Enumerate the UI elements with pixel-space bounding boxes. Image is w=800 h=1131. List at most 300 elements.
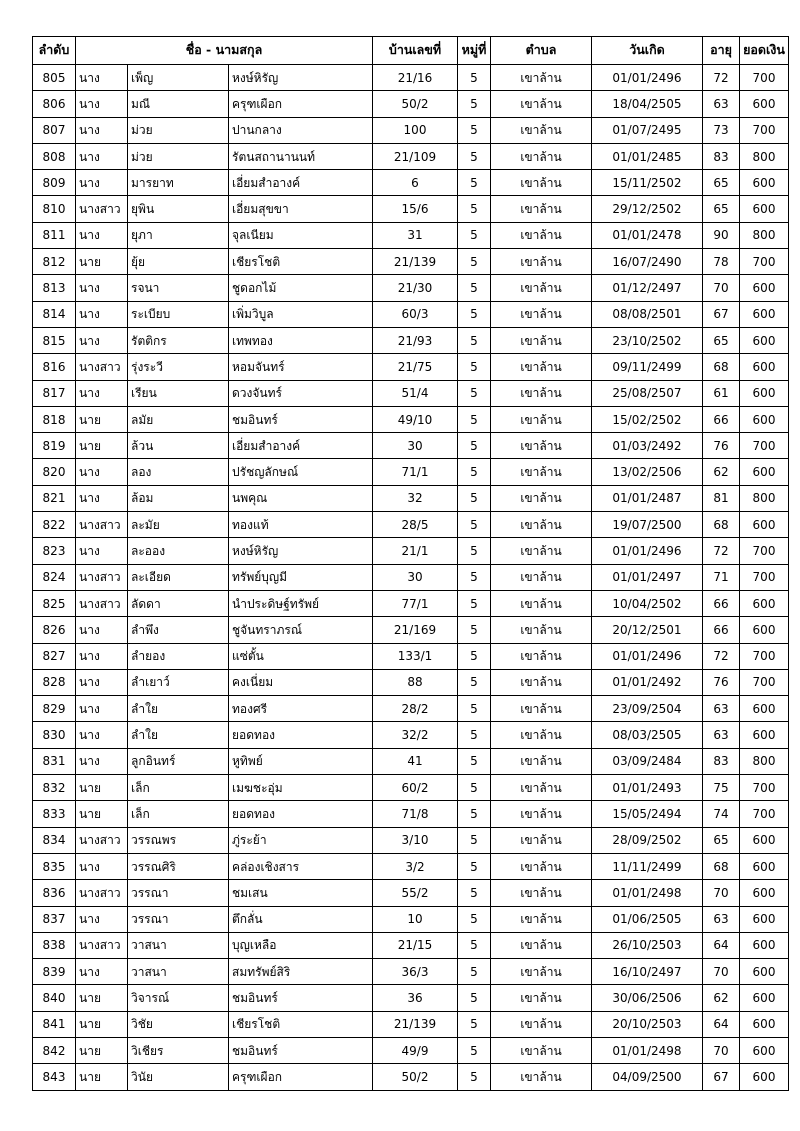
moo-number: 5 — [458, 722, 491, 748]
tambon: เขาล้าน — [491, 696, 592, 722]
last-name: ชมอินทร์ — [229, 406, 373, 432]
header-tambon: ตำบล — [491, 37, 592, 65]
title-cell: นาง — [76, 748, 128, 774]
first-name: วิจารณ์ — [128, 985, 229, 1011]
table-row — [33, 696, 789, 722]
title-cell: นาง — [76, 722, 128, 748]
amount: 600 — [740, 722, 789, 748]
first-name: ลำใย — [128, 722, 229, 748]
last-name: ทรัพย์บุญมี — [229, 564, 373, 590]
age: 66 — [703, 617, 740, 643]
date-of-birth: 01/01/2497 — [592, 564, 703, 590]
table-row — [33, 748, 789, 774]
age: 65 — [703, 196, 740, 222]
date-of-birth: 04/09/2500 — [592, 1064, 703, 1090]
age: 78 — [703, 249, 740, 275]
title-cell: นาง — [76, 143, 128, 169]
table-row — [33, 354, 789, 380]
row-number: 837 — [33, 906, 76, 932]
title-cell: นาง — [76, 853, 128, 879]
amount: 600 — [740, 1064, 789, 1090]
table-row — [33, 170, 789, 196]
title-cell: นาง — [76, 222, 128, 248]
date-of-birth: 01/12/2497 — [592, 275, 703, 301]
house-number: 49/9 — [373, 1037, 458, 1063]
date-of-birth: 20/10/2503 — [592, 1011, 703, 1037]
age: 63 — [703, 722, 740, 748]
first-name: ลำยอง — [128, 643, 229, 669]
date-of-birth: 01/01/2485 — [592, 143, 703, 169]
moo-number: 5 — [458, 380, 491, 406]
amount: 700 — [740, 433, 789, 459]
table-row — [33, 1064, 789, 1090]
title-cell: นาง — [76, 327, 128, 353]
moo-number: 5 — [458, 143, 491, 169]
age: 65 — [703, 827, 740, 853]
last-name: รัตนสถานานนท์ — [229, 143, 373, 169]
tambon: เขาล้าน — [491, 143, 592, 169]
first-name: ยุภา — [128, 222, 229, 248]
tambon: เขาล้าน — [491, 932, 592, 958]
row-number: 807 — [33, 117, 76, 143]
last-name: เอี่ยมสำอางค์ — [229, 433, 373, 459]
tambon: เขาล้าน — [491, 222, 592, 248]
last-name: เอี่ยมสุขขา — [229, 196, 373, 222]
date-of-birth: 19/07/2500 — [592, 512, 703, 538]
house-number: 21/1 — [373, 538, 458, 564]
house-number: 10 — [373, 906, 458, 932]
table-row — [33, 853, 789, 879]
row-number: 830 — [33, 722, 76, 748]
moo-number: 5 — [458, 1011, 491, 1037]
date-of-birth: 01/01/2496 — [592, 643, 703, 669]
title-cell: นาง — [76, 669, 128, 695]
date-of-birth: 01/01/2478 — [592, 222, 703, 248]
amount: 600 — [740, 327, 789, 353]
last-name: เชียรโชติ — [229, 1011, 373, 1037]
first-name: วรรณา — [128, 880, 229, 906]
amount: 700 — [740, 538, 789, 564]
first-name: วรรณา — [128, 906, 229, 932]
house-number: 21/16 — [373, 65, 458, 91]
title-cell: นาง — [76, 117, 128, 143]
first-name: เพ็ญ — [128, 65, 229, 91]
first-name: วรรณพร — [128, 827, 229, 853]
house-number: 51/4 — [373, 380, 458, 406]
title-cell: นาย — [76, 433, 128, 459]
first-name: ลมัย — [128, 406, 229, 432]
title-cell: นางสาว — [76, 590, 128, 616]
age: 83 — [703, 143, 740, 169]
moo-number: 5 — [458, 827, 491, 853]
amount: 600 — [740, 1011, 789, 1037]
amount: 600 — [740, 91, 789, 117]
moo-number: 5 — [458, 564, 491, 590]
title-cell: นาง — [76, 643, 128, 669]
header-row — [33, 37, 789, 65]
house-number: 21/30 — [373, 275, 458, 301]
row-number: 808 — [33, 143, 76, 169]
house-number: 32/2 — [373, 722, 458, 748]
tambon: เขาล้าน — [491, 959, 592, 985]
table-row — [33, 380, 789, 406]
table-row — [33, 617, 789, 643]
last-name: ยอดทอง — [229, 722, 373, 748]
date-of-birth: 13/02/2506 — [592, 459, 703, 485]
table-row — [33, 669, 789, 695]
title-cell: นางสาว — [76, 880, 128, 906]
tambon: เขาล้าน — [491, 643, 592, 669]
amount: 600 — [740, 617, 789, 643]
title-cell: นาง — [76, 906, 128, 932]
table-row — [33, 932, 789, 958]
row-number: 838 — [33, 932, 76, 958]
date-of-birth: 23/10/2502 — [592, 327, 703, 353]
table-row — [33, 117, 789, 143]
amount: 800 — [740, 143, 789, 169]
last-name: ชูจันทราภรณ์ — [229, 617, 373, 643]
tambon: เขาล้าน — [491, 669, 592, 695]
table-row — [33, 643, 789, 669]
row-number: 812 — [33, 249, 76, 275]
date-of-birth: 26/10/2503 — [592, 932, 703, 958]
last-name: บุญเหลือ — [229, 932, 373, 958]
moo-number: 5 — [458, 485, 491, 511]
row-number: 820 — [33, 459, 76, 485]
row-number: 814 — [33, 301, 76, 327]
tambon: เขาล้าน — [491, 354, 592, 380]
moo-number: 5 — [458, 880, 491, 906]
row-number: 809 — [33, 170, 76, 196]
table-row — [33, 775, 789, 801]
age: 70 — [703, 959, 740, 985]
title-cell: นาง — [76, 485, 128, 511]
first-name: ละเอียด — [128, 564, 229, 590]
amount: 600 — [740, 459, 789, 485]
tambon: เขาล้าน — [491, 275, 592, 301]
house-number: 30 — [373, 433, 458, 459]
last-name: คงเนี่ยม — [229, 669, 373, 695]
row-number: 818 — [33, 406, 76, 432]
tambon: เขาล้าน — [491, 564, 592, 590]
table-row — [33, 801, 789, 827]
last-name: นพคุณ — [229, 485, 373, 511]
title-cell: นางสาว — [76, 354, 128, 380]
table-row — [33, 880, 789, 906]
moo-number: 5 — [458, 985, 491, 1011]
first-name: ล้วน — [128, 433, 229, 459]
date-of-birth: 18/04/2505 — [592, 91, 703, 117]
moo-number: 5 — [458, 196, 491, 222]
age: 68 — [703, 354, 740, 380]
age: 65 — [703, 170, 740, 196]
moo-number: 5 — [458, 538, 491, 564]
amount: 700 — [740, 117, 789, 143]
moo-number: 5 — [458, 906, 491, 932]
title-cell: นาง — [76, 380, 128, 406]
date-of-birth: 08/08/2501 — [592, 301, 703, 327]
moo-number: 5 — [458, 748, 491, 774]
moo-number: 5 — [458, 669, 491, 695]
date-of-birth: 29/12/2502 — [592, 196, 703, 222]
last-name: จุลเนียม — [229, 222, 373, 248]
header-age: อายุ — [703, 37, 740, 65]
table-row — [33, 406, 789, 432]
age: 90 — [703, 222, 740, 248]
first-name: มารยาท — [128, 170, 229, 196]
amount: 600 — [740, 906, 789, 932]
amount: 600 — [740, 170, 789, 196]
title-cell: นางสาว — [76, 827, 128, 853]
age: 74 — [703, 801, 740, 827]
title-cell: นาย — [76, 1011, 128, 1037]
tambon: เขาล้าน — [491, 827, 592, 853]
title-cell: นาย — [76, 1064, 128, 1090]
table-row — [33, 590, 789, 616]
first-name: รัตติกร — [128, 327, 229, 353]
house-number: 21/15 — [373, 932, 458, 958]
house-number: 6 — [373, 170, 458, 196]
age: 66 — [703, 406, 740, 432]
date-of-birth: 16/07/2490 — [592, 249, 703, 275]
first-name: ละมัย — [128, 512, 229, 538]
first-name: ละออง — [128, 538, 229, 564]
age: 76 — [703, 669, 740, 695]
age: 70 — [703, 1037, 740, 1063]
age: 72 — [703, 643, 740, 669]
table-row — [33, 1037, 789, 1063]
tambon: เขาล้าน — [491, 906, 592, 932]
date-of-birth: 15/02/2502 — [592, 406, 703, 432]
table-row — [33, 512, 789, 538]
title-cell: นาย — [76, 985, 128, 1011]
age: 61 — [703, 380, 740, 406]
moo-number: 5 — [458, 512, 491, 538]
row-number: 826 — [33, 617, 76, 643]
age: 83 — [703, 748, 740, 774]
table-row — [33, 222, 789, 248]
title-cell: นาย — [76, 1037, 128, 1063]
tambon: เขาล้าน — [491, 1011, 592, 1037]
table-row — [33, 433, 789, 459]
row-number: 834 — [33, 827, 76, 853]
age: 64 — [703, 1011, 740, 1037]
last-name: หงษ์หิรัญ — [229, 538, 373, 564]
table-row — [33, 959, 789, 985]
last-name: ทองศรี — [229, 696, 373, 722]
house-number: 28/5 — [373, 512, 458, 538]
row-number: 841 — [33, 1011, 76, 1037]
amount: 600 — [740, 406, 789, 432]
house-number: 21/169 — [373, 617, 458, 643]
date-of-birth: 01/01/2496 — [592, 538, 703, 564]
tambon: เขาล้าน — [491, 985, 592, 1011]
header-name: ชื่อ - นามสกุล — [76, 37, 373, 65]
row-number: 805 — [33, 65, 76, 91]
tambon: เขาล้าน — [491, 327, 592, 353]
first-name: ลำพึง — [128, 617, 229, 643]
age: 63 — [703, 91, 740, 117]
moo-number: 5 — [458, 249, 491, 275]
row-number: 810 — [33, 196, 76, 222]
date-of-birth: 15/11/2502 — [592, 170, 703, 196]
house-number: 30 — [373, 564, 458, 590]
first-name: วาสนา — [128, 932, 229, 958]
table-row — [33, 1011, 789, 1037]
moo-number: 5 — [458, 354, 491, 380]
last-name: ตึกลั่น — [229, 906, 373, 932]
age: 72 — [703, 538, 740, 564]
title-cell: นาง — [76, 459, 128, 485]
moo-number: 5 — [458, 801, 491, 827]
last-name: ยอดทอง — [229, 801, 373, 827]
row-number: 839 — [33, 959, 76, 985]
row-number: 829 — [33, 696, 76, 722]
tambon: เขาล้าน — [491, 301, 592, 327]
title-cell: นางสาว — [76, 196, 128, 222]
date-of-birth: 01/01/2496 — [592, 65, 703, 91]
title-cell: นาง — [76, 65, 128, 91]
amount: 600 — [740, 959, 789, 985]
age: 63 — [703, 906, 740, 932]
title-cell: นาง — [76, 301, 128, 327]
table-row — [33, 459, 789, 485]
title-cell: นาย — [76, 406, 128, 432]
row-number: 828 — [33, 669, 76, 695]
first-name: ระเบียบ — [128, 301, 229, 327]
age: 73 — [703, 117, 740, 143]
amount: 600 — [740, 354, 789, 380]
amount: 600 — [740, 275, 789, 301]
row-number: 840 — [33, 985, 76, 1011]
header-dob: วันเกิด — [592, 37, 703, 65]
row-number: 823 — [33, 538, 76, 564]
date-of-birth: 15/05/2494 — [592, 801, 703, 827]
tambon: เขาล้าน — [491, 722, 592, 748]
house-number: 60/2 — [373, 775, 458, 801]
amount: 600 — [740, 880, 789, 906]
last-name: ภู่ระย้า — [229, 827, 373, 853]
first-name: ลูกอินทร์ — [128, 748, 229, 774]
row-number: 822 — [33, 512, 76, 538]
moo-number: 5 — [458, 617, 491, 643]
house-number: 88 — [373, 669, 458, 695]
moo-number: 5 — [458, 696, 491, 722]
date-of-birth: 20/12/2501 — [592, 617, 703, 643]
house-number: 3/10 — [373, 827, 458, 853]
tambon: เขาล้าน — [491, 512, 592, 538]
moo-number: 5 — [458, 406, 491, 432]
table-row — [33, 985, 789, 1011]
house-number: 55/2 — [373, 880, 458, 906]
date-of-birth: 01/01/2492 — [592, 669, 703, 695]
last-name: เอี่ยมสำอางค์ — [229, 170, 373, 196]
row-number: 833 — [33, 801, 76, 827]
row-number: 832 — [33, 775, 76, 801]
row-number: 821 — [33, 485, 76, 511]
amount: 700 — [740, 65, 789, 91]
last-name: เมฆชะอุ่ม — [229, 775, 373, 801]
tambon: เขาล้าน — [491, 775, 592, 801]
moo-number: 5 — [458, 932, 491, 958]
title-cell: นาง — [76, 696, 128, 722]
last-name: ปานกลาง — [229, 117, 373, 143]
title-cell: นาง — [76, 91, 128, 117]
table-row — [33, 196, 789, 222]
moo-number: 5 — [458, 117, 491, 143]
tambon: เขาล้าน — [491, 91, 592, 117]
row-number: 836 — [33, 880, 76, 906]
first-name: ล้อม — [128, 485, 229, 511]
first-name: เรียน — [128, 380, 229, 406]
amount: 600 — [740, 301, 789, 327]
amount: 800 — [740, 222, 789, 248]
moo-number: 5 — [458, 590, 491, 616]
moo-number: 5 — [458, 643, 491, 669]
row-number: 813 — [33, 275, 76, 301]
first-name: ยุ้ย — [128, 249, 229, 275]
age: 68 — [703, 853, 740, 879]
moo-number: 5 — [458, 275, 491, 301]
row-number: 811 — [33, 222, 76, 248]
house-number: 36 — [373, 985, 458, 1011]
first-name: ลัดดา — [128, 590, 229, 616]
date-of-birth: 28/09/2502 — [592, 827, 703, 853]
house-number: 21/109 — [373, 143, 458, 169]
house-number: 71/8 — [373, 801, 458, 827]
tambon: เขาล้าน — [491, 65, 592, 91]
tambon: เขาล้าน — [491, 590, 592, 616]
date-of-birth: 23/09/2504 — [592, 696, 703, 722]
date-of-birth: 11/11/2499 — [592, 853, 703, 879]
last-name: นำประดิษฐ์ทรัพย์ — [229, 590, 373, 616]
house-number: 31 — [373, 222, 458, 248]
date-of-birth: 01/01/2493 — [592, 775, 703, 801]
amount: 600 — [740, 827, 789, 853]
first-name: มณี — [128, 91, 229, 117]
title-cell: นางสาว — [76, 564, 128, 590]
age: 62 — [703, 459, 740, 485]
tambon: เขาล้าน — [491, 196, 592, 222]
date-of-birth: 01/06/2505 — [592, 906, 703, 932]
amount: 600 — [740, 932, 789, 958]
table-row — [33, 143, 789, 169]
amount: 600 — [740, 696, 789, 722]
amount: 600 — [740, 380, 789, 406]
age: 70 — [703, 275, 740, 301]
amount: 700 — [740, 249, 789, 275]
house-number: 21/139 — [373, 249, 458, 275]
house-number: 100 — [373, 117, 458, 143]
moo-number: 5 — [458, 327, 491, 353]
first-name: วิชัย — [128, 1011, 229, 1037]
first-name: ลอง — [128, 459, 229, 485]
amount: 700 — [740, 775, 789, 801]
house-number: 32 — [373, 485, 458, 511]
age: 66 — [703, 590, 740, 616]
table-row — [33, 564, 789, 590]
header-no: ลำดับ — [33, 37, 76, 65]
first-name: เล็ก — [128, 775, 229, 801]
age: 81 — [703, 485, 740, 511]
last-name: หอมจันทร์ — [229, 354, 373, 380]
last-name: ทองแท้ — [229, 512, 373, 538]
last-name: ชมอินทร์ — [229, 1037, 373, 1063]
moo-number: 5 — [458, 775, 491, 801]
tambon: เขาล้าน — [491, 617, 592, 643]
moo-number: 5 — [458, 301, 491, 327]
first-name: รุ่งระวี — [128, 354, 229, 380]
